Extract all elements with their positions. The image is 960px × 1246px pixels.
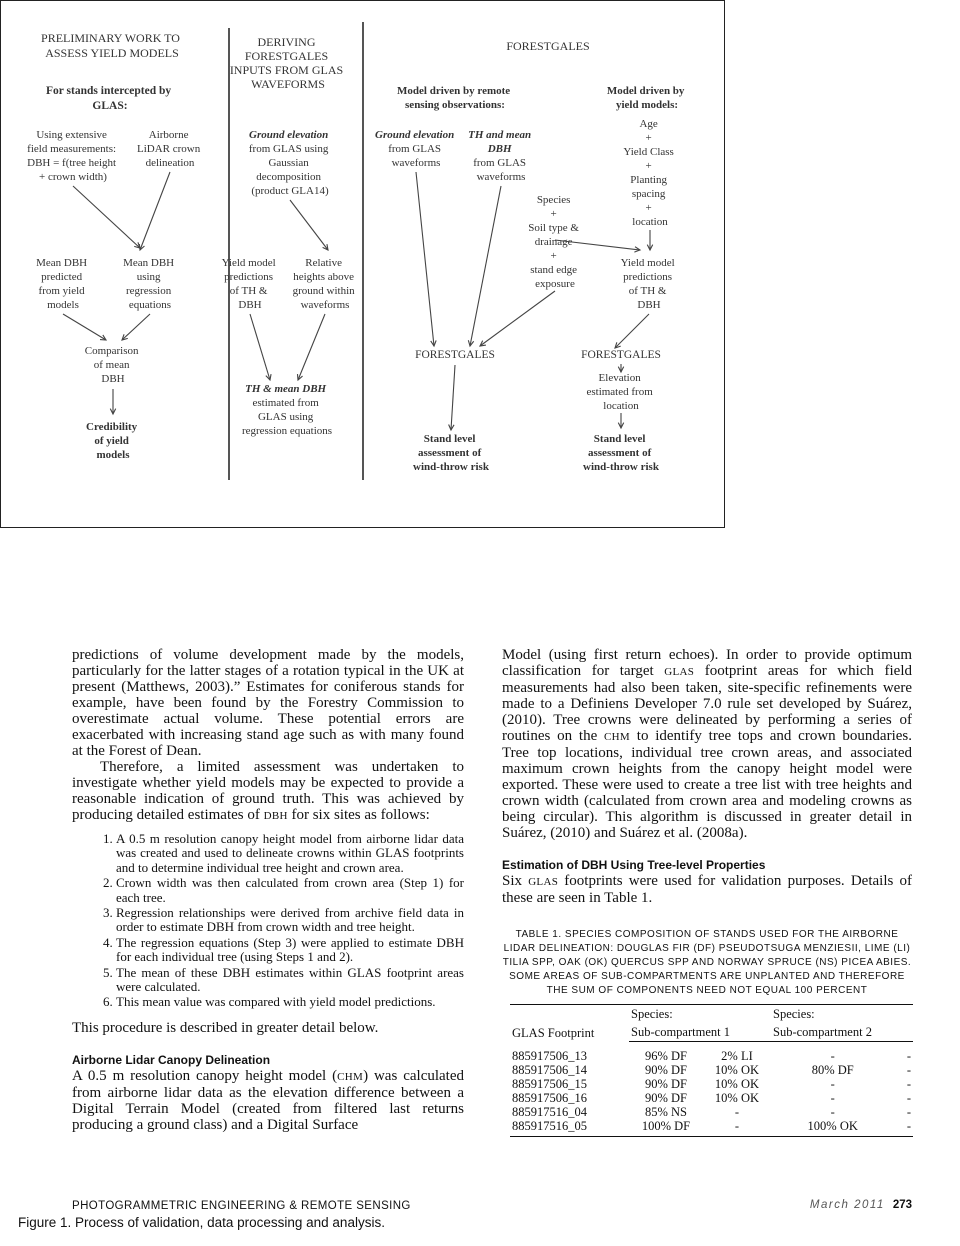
table-cell: 885917506_15 [512, 1077, 587, 1091]
table-header: Species: [629, 1005, 771, 1024]
table-header: Species: [771, 1005, 913, 1024]
table-cell: 885917516_05 [510, 1119, 629, 1137]
credibility-box: Credibility of yield models [86, 421, 138, 461]
paragraph: predictions of volume development made by the models, particularly for the latter stages of a rotation typical in the UK at present (Matthews, 2003).” Estimates for coniferous stands for example, have been found by the Forestry Commission to overestimate actual volume. These potential errors are exacerbated with increasing stand age such as with many found at the Forest of Dean. [72, 647, 464, 759]
arrow-line [290, 200, 328, 250]
table-row [510, 1077, 913, 1091]
elevation-box: Elevation estimated from location [586, 372, 653, 412]
col3-title: FORESTGALES [506, 39, 590, 53]
species-soil-box: Species + Soil type & drainage + stand edge exposure [528, 194, 579, 290]
th-mean-dbh-box: TH & mean DBH estimated from GLAS using regression equations [241, 383, 333, 437]
table-header: Sub-compartment 1 [629, 1023, 771, 1042]
ground-elevation-box: Ground elevation from GLAS using Gaussian decomposition (product GLA14) [248, 129, 329, 197]
table-row [510, 1091, 913, 1105]
col1-subtitle: For stands intercepted by GLAS: [46, 85, 172, 112]
table-cell: - [734, 1105, 740, 1119]
table-cell: 885917506_14 [512, 1063, 587, 1077]
table-cell: 10% OK [714, 1077, 760, 1091]
arrow-line [615, 314, 649, 348]
stand-level-right: Stand level assessment of wind-throw risk [583, 433, 659, 473]
arrow-line [480, 291, 555, 346]
table-cell: - [894, 1119, 913, 1137]
arrow-line [140, 172, 170, 250]
table-cell: - [906, 1063, 911, 1077]
table-caption: TABLE 1. SPECIES COMPOSITION OF STANDS USED FOR THE AIRBORNE LIDAR DELINEATION: DOUGLAS FIR (DF) PSEUDOTSUGA MENZIESII, LIME (LI) TILIA SPP, OAK (OK) QUERCUS SPP AND NORWAY SPRUCE (NS) PICEA ABIES. SOME AREAS OF SUB-COMPARTMENTS ARE UNPLANTED AND THEREFORE THE SUM OF COMPONENTS NEED NOT EQUAL 100 PERCENT [502, 929, 912, 996]
section-heading: Estimation of DBH Using Tree-level Properties [502, 858, 766, 872]
col2-title: DERIVING FORESTGALES INPUTS FROM GLAS WAVEFORMS [229, 35, 344, 91]
mean-dbh-predicted-box: Mean DBH predicted from yield models [36, 257, 88, 311]
table-cell: - [830, 1091, 835, 1105]
table-cell: 2% LI [721, 1049, 753, 1063]
page-footer [760, 1199, 912, 1211]
list-item: 1. A 0.5 m resolution canopy height model from airborne lidar data was created and used to delineate crowns within GLAS footprints and to determine individual tree height and crown area. [116, 832, 464, 875]
lidar-delineation-box: Airborne LiDAR crown delineation [137, 129, 201, 169]
table-body [510, 1042, 913, 1137]
procedure-steps [72, 832, 464, 1010]
arrow-line [470, 186, 501, 346]
table-cell: - [906, 1105, 911, 1119]
arrow-line [451, 365, 455, 430]
arrow-line [298, 314, 325, 380]
table-cell: 96% DF [644, 1049, 687, 1063]
forestgales-right: FORESTGALES [581, 349, 661, 361]
paragraph: A 0.5 m resolution canopy height model (CHM) was calculated from airborne lidar data as the elevation difference between a Digital Terrain Model (created from filtered last returns producing a ground class) and a Digital Surface [72, 1067, 464, 1133]
table-cell: 10% OK [714, 1063, 760, 1077]
table-header: Sub-compartment 2 [771, 1023, 913, 1042]
table-cell: 885917506_16 [512, 1091, 587, 1105]
table-cell: 100% DF [629, 1119, 703, 1137]
stand-level-left: Stand level assessment of wind-throw risk [413, 433, 489, 473]
field-measurements-box: Using extensive field measurements: DBH = f(tree height + crown width) [27, 129, 117, 183]
yield-model-predictions-box: Yield model predictions of TH & DBH [221, 257, 276, 311]
table-cell: 80% DF [811, 1063, 854, 1077]
table-cell: - [830, 1105, 835, 1119]
table-cell: - [906, 1091, 911, 1105]
table-header: GLAS Footprint [510, 1005, 629, 1042]
table-row [510, 1042, 913, 1064]
issue-date: March 2011 [809, 1199, 885, 1211]
age-yield-class-box: Age + Yield Class + Planting spacing + location [623, 118, 674, 228]
arrow-line [250, 314, 270, 380]
list-item: 4. The regression equations (Step 3) were applied to estimate DBH for each individual tree (using Steps 1 and 2). [116, 936, 464, 965]
page-number: 273 [892, 1199, 912, 1211]
table-cell: 85% NS [644, 1105, 687, 1119]
yield-model-predictions-box-2: Yield model predictions of TH & DBH [620, 257, 675, 311]
figure-caption: Figure 1. Process of validation, data processing and analysis. [18, 1215, 385, 1230]
arrow-line [416, 172, 434, 346]
col1-title: PRELIMINARY WORK TO ASSESS YIELD MODELS [41, 31, 180, 60]
comparison-box: Comparison of mean DBH [84, 345, 139, 385]
flowchart [0, 0, 725, 528]
paragraph: Therefore, a limited assessment was undertaken to investigate whether yield models may be expected to provide a reasonable indication of ground truth. This was achieved by producing detailed estimates of DBH for six sites as follows: [72, 759, 464, 823]
table-cell: - [830, 1049, 835, 1063]
arrow-line [63, 314, 106, 340]
section-heading: Airborne Lidar Canopy Delineation [72, 1052, 271, 1067]
ground-elevation-glas-box: Ground elevation from GLAS waveforms [375, 129, 455, 169]
forestgales-left: FORESTGALES [415, 349, 495, 361]
table-cell: - [906, 1049, 911, 1063]
arrow-line [73, 186, 140, 248]
paragraph: Six GLAS footprints were used for validation purposes. Details of these are seen in Table 1. [502, 873, 912, 906]
right-text-column [502, 647, 912, 1137]
table-cell: - [830, 1077, 835, 1091]
table-row [510, 1119, 913, 1137]
table-cell: - [703, 1119, 771, 1137]
remote-sensing-header: Model driven by remote sensing observations: [397, 85, 511, 111]
table-row [510, 1105, 913, 1119]
relative-heights-box: Relative heights above ground within waveforms [292, 257, 355, 311]
table-cell: 885917506_13 [512, 1048, 587, 1063]
th-mean-dbh-glas-box: TH and mean DBH from GLAS waveforms [468, 129, 532, 183]
list-item: 5. The mean of these DBH estimates within GLAS footprint areas were calculated. [116, 966, 464, 995]
list-item: 6. This mean value was compared with yield model predictions. [116, 995, 464, 1009]
table-row [510, 1063, 913, 1077]
mean-dbh-regression-box: Mean DBH using regression equations [123, 257, 175, 311]
table-cell: 90% DF [644, 1063, 687, 1077]
paragraph: This procedure is described in greater detail below. [72, 1019, 379, 1036]
list-item: 2. Crown width was then calculated from crown area (Step 1) for each tree. [116, 876, 464, 905]
list-item: 3. Regression relationships were derived from archive field data in order to estimate DBH from crown width and tree height. [116, 906, 464, 935]
table-cell: 10% OK [714, 1091, 760, 1105]
arrow-line [122, 314, 150, 340]
left-text-column [72, 647, 464, 1133]
paragraph: Model (using first return echoes). In order to provide optimum classification for target GLAS footprint areas for which field measurements had also been taken, site-specific refinements were made to a Definiens Developer 7.0 rule set developed by Suárez, (2010). Tree crowns were delineated by performing a series of routines on the CHM to identify tree tops and crown boundaries. Tree top locations, individual tree crown areas, and associated maximum crown heights from the canopy height model were exported. These were used to create a tree list with tree heights and crown width (calculated from crown area and modeling crowns as being circular). This algorithm is discussed in greater detail in Suárez, (2010) and Suárez et al. (2008a). [502, 647, 913, 841]
table-cell: 100% OK [771, 1119, 894, 1137]
species-table [510, 1004, 913, 1137]
yield-models-header: Model driven by yield models: [606, 85, 685, 111]
table-cell: 885917516_04 [512, 1105, 587, 1119]
table-cell: - [906, 1077, 911, 1091]
journal-name: PHOTOGRAMMETRIC ENGINEERING & REMOTE SENSING [72, 1200, 411, 1212]
table-cell: 90% DF [644, 1091, 687, 1105]
table-cell: 90% DF [644, 1077, 687, 1091]
